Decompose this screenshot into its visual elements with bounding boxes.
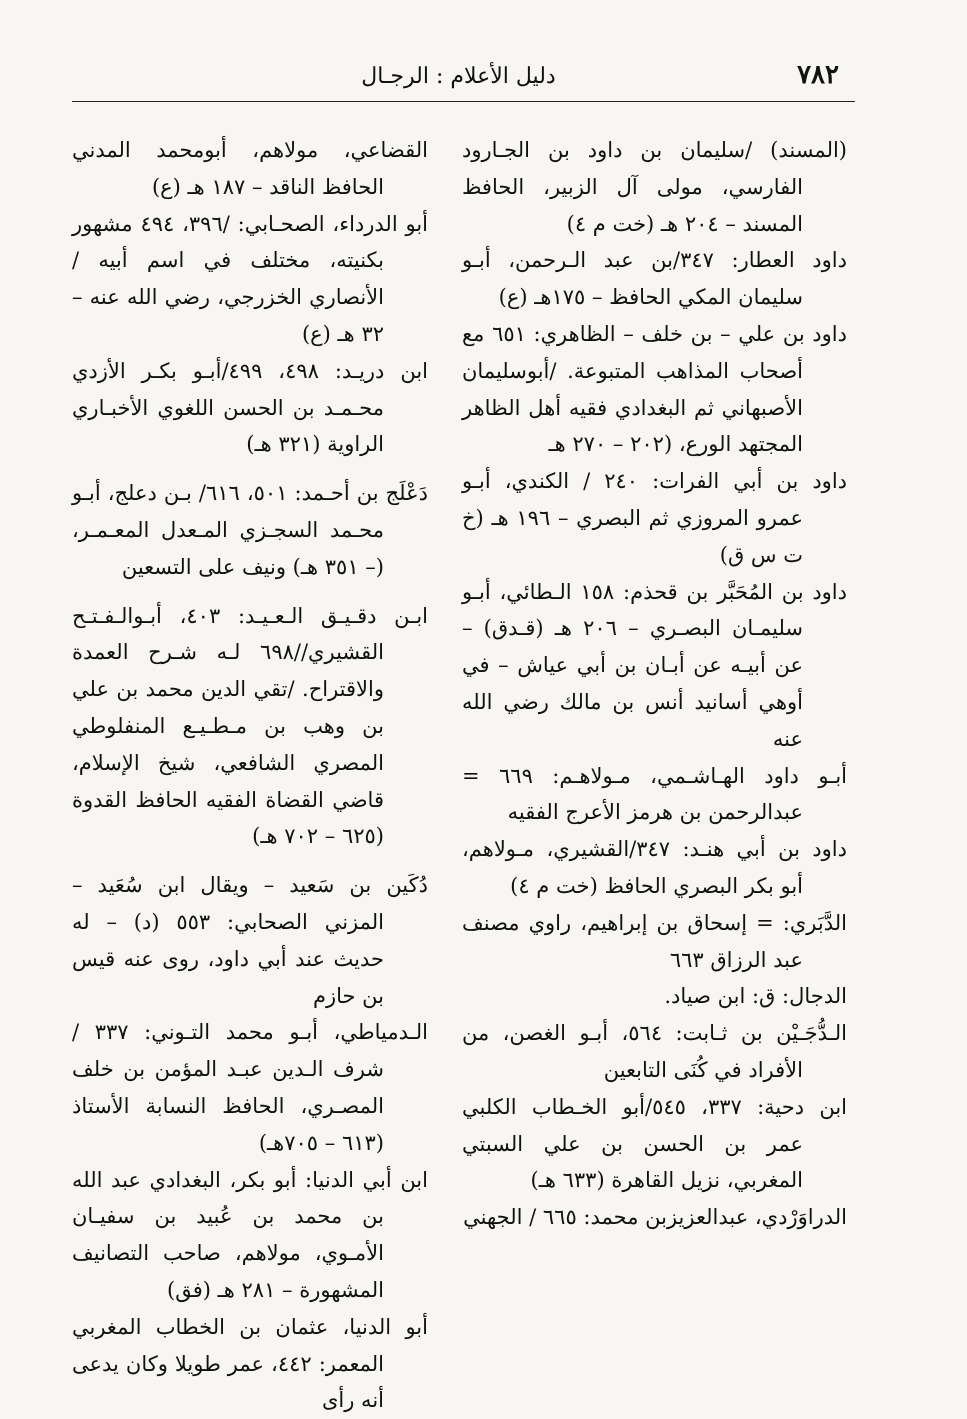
index-entry: داود العطار: ٣٤٧/بن عبد الـرحمن، أبـو سليمان المكي الحافظ – ١٧٥هـ (ع) [462, 248, 847, 310]
index-entry: داود بن أبي الفرات: ٢٤٠ / الكندي، أبـو عمرو المروزي ثم البصري – ١٩٦ هـ (خ ت س ق) [462, 469, 848, 567]
page-header [60, 58, 857, 98]
page-number: ٧٨٢ [797, 60, 839, 90]
index-entry: داود بن أبي هنـد: ٣٤٧/القشيري، مـولاهم، أبو بكر البصري الحافظ (خت م ٤) [462, 837, 847, 898]
right-column [462, 132, 847, 1236]
index-entry: ابن أبي الدنيا: أبو بكر، البغدادي عبد الله بن محمد بن عُبيد بن سفيـان الأمـوي، مولاهم، صاحب التصانيف المشهورة – ٢٨١ هـ (فق) [72, 1167, 428, 1302]
index-entry: دَعْلَج بن أحـمد: ٥٠١، ٦١٦/ بـن دعلج، أبـو محـمد السجـزي المـعدل المعـمـر، (– ٣٥١ هـ) ونيف على التسعين [72, 481, 429, 579]
header-rule [72, 101, 855, 102]
index-entry: الـدُّجَـيْن بن ثـابت: ٥٦٤، أبـو الغصن، من الأفراد في كُنَى التابعين [462, 1021, 847, 1082]
index-entry: الدَّبَري: = إسحاق بن إبراهيم، راوي مصنف عبد الرزاق ٦٦٣ [462, 910, 847, 972]
index-entry: أبو الدنيا، عثمان بن الخطاب المغربي المعمر: ٤٤٢، عمر طويلا وكان يدعى أنه رأى [72, 1314, 428, 1413]
index-entry: القضاعي، مولاهم، أبومحمد المدني الحافظ الناقد – ١٨٧ هـ (ع) [72, 138, 428, 199]
index-entry: ابـن دقـيـق الـعـيـد: ٤٠٣، أبـوالـفـتـح القشيري//٦٩٨ لـه شـرح العمدة والاقتراح. /تقي الدين محمد بن علي بن وهب بن مـطـيـع المنفلوطي المصري الشافعي، شيخ الإسلام، قاضي القضاة الفقيه الحافظ القدوة (٦٢٥ – ٧٠٢ هـ) [72, 603, 428, 849]
index-entry: داود بن المُحَبَّر بن قحذم: ١٥٨ الـطائي، أبـو سليمـان البصـري – ٢٠٦ هـ (قـدق) – عن أبيـه عن أبـان بن أبي عياش – في أوهي أسانيد أنس بن مالك رضي الله عنه [462, 579, 847, 751]
index-entry: أبـو داود الهـاشـمي، مـولاهـم: ٦٦٩ = عبدالرحمن بن هرمز الأعرج الفقيه [462, 763, 847, 825]
index-entry: أبو الدرداء، الصحـابي: /٣٩٦، ٤٩٤ مشهور بكنيته، مختلف في اسم أبيه /الأنصاري الخزرجي، رضي الله عنه – ٣٢ هـ (ع) [72, 211, 429, 346]
index-entry: (المسند) /سليمان بن داود بن الجـارود الفارسي، مولى آل الزبير، الحافظ المسند – ٢٠٤ هـ (خت م ٤) [462, 138, 847, 236]
left-column [72, 132, 428, 1419]
running-title: دليل الأعلام : الرجـال [361, 64, 556, 89]
index-entry: ابن دريـد: ٤٩٨، ٤٩٩/أبـو بكـر الأزدي محـمـد بن الحسن اللغوي الأخبـاري الراوية (٣٢١ هـ) [72, 358, 428, 457]
index-entry: دُكَين بن سَعيد – ويقال ابن سُعَيد – المزني الصحابي: ٥٥٣ (د) – له حديث عند أبي داود، روى عنه قيس بن حازم [72, 873, 428, 1008]
index-entry: الدجال: ق: ابن صياد. [664, 984, 847, 1009]
index-entry: ابن دحية: ٣٣٧، ٥٤٥/أبو الخـطاب الكلبي عمر بن الحسن بن علي السبتي المغربي، نزيل القاهرة (٦٣٣ هـ) [462, 1094, 847, 1193]
index-entry: داود بن علي – بن خلف – الظاهري: ٦٥١ مع أصحاب المذاهب المتبوعة. /أبوسليمان الأصبهاني ثم البغدادي فقيه أهل الظاهر المجتهد الورع، (٢٠٢ – ٢٧٠ هـ [462, 321, 847, 457]
index-entry: الـدمياطي، أبـو محمد التـوني: ٣٣٧ /شرف الـدين عبـد المؤمن بن خلف المصـري، الحافظ النسابة الأستاذ (٦١٣ – ٧٠٥هـ) [72, 1020, 428, 1155]
index-entry: الدراوَرْدي، عبدالعزيزبن محمد: ٦٦٥ / الجهني [463, 1205, 847, 1230]
